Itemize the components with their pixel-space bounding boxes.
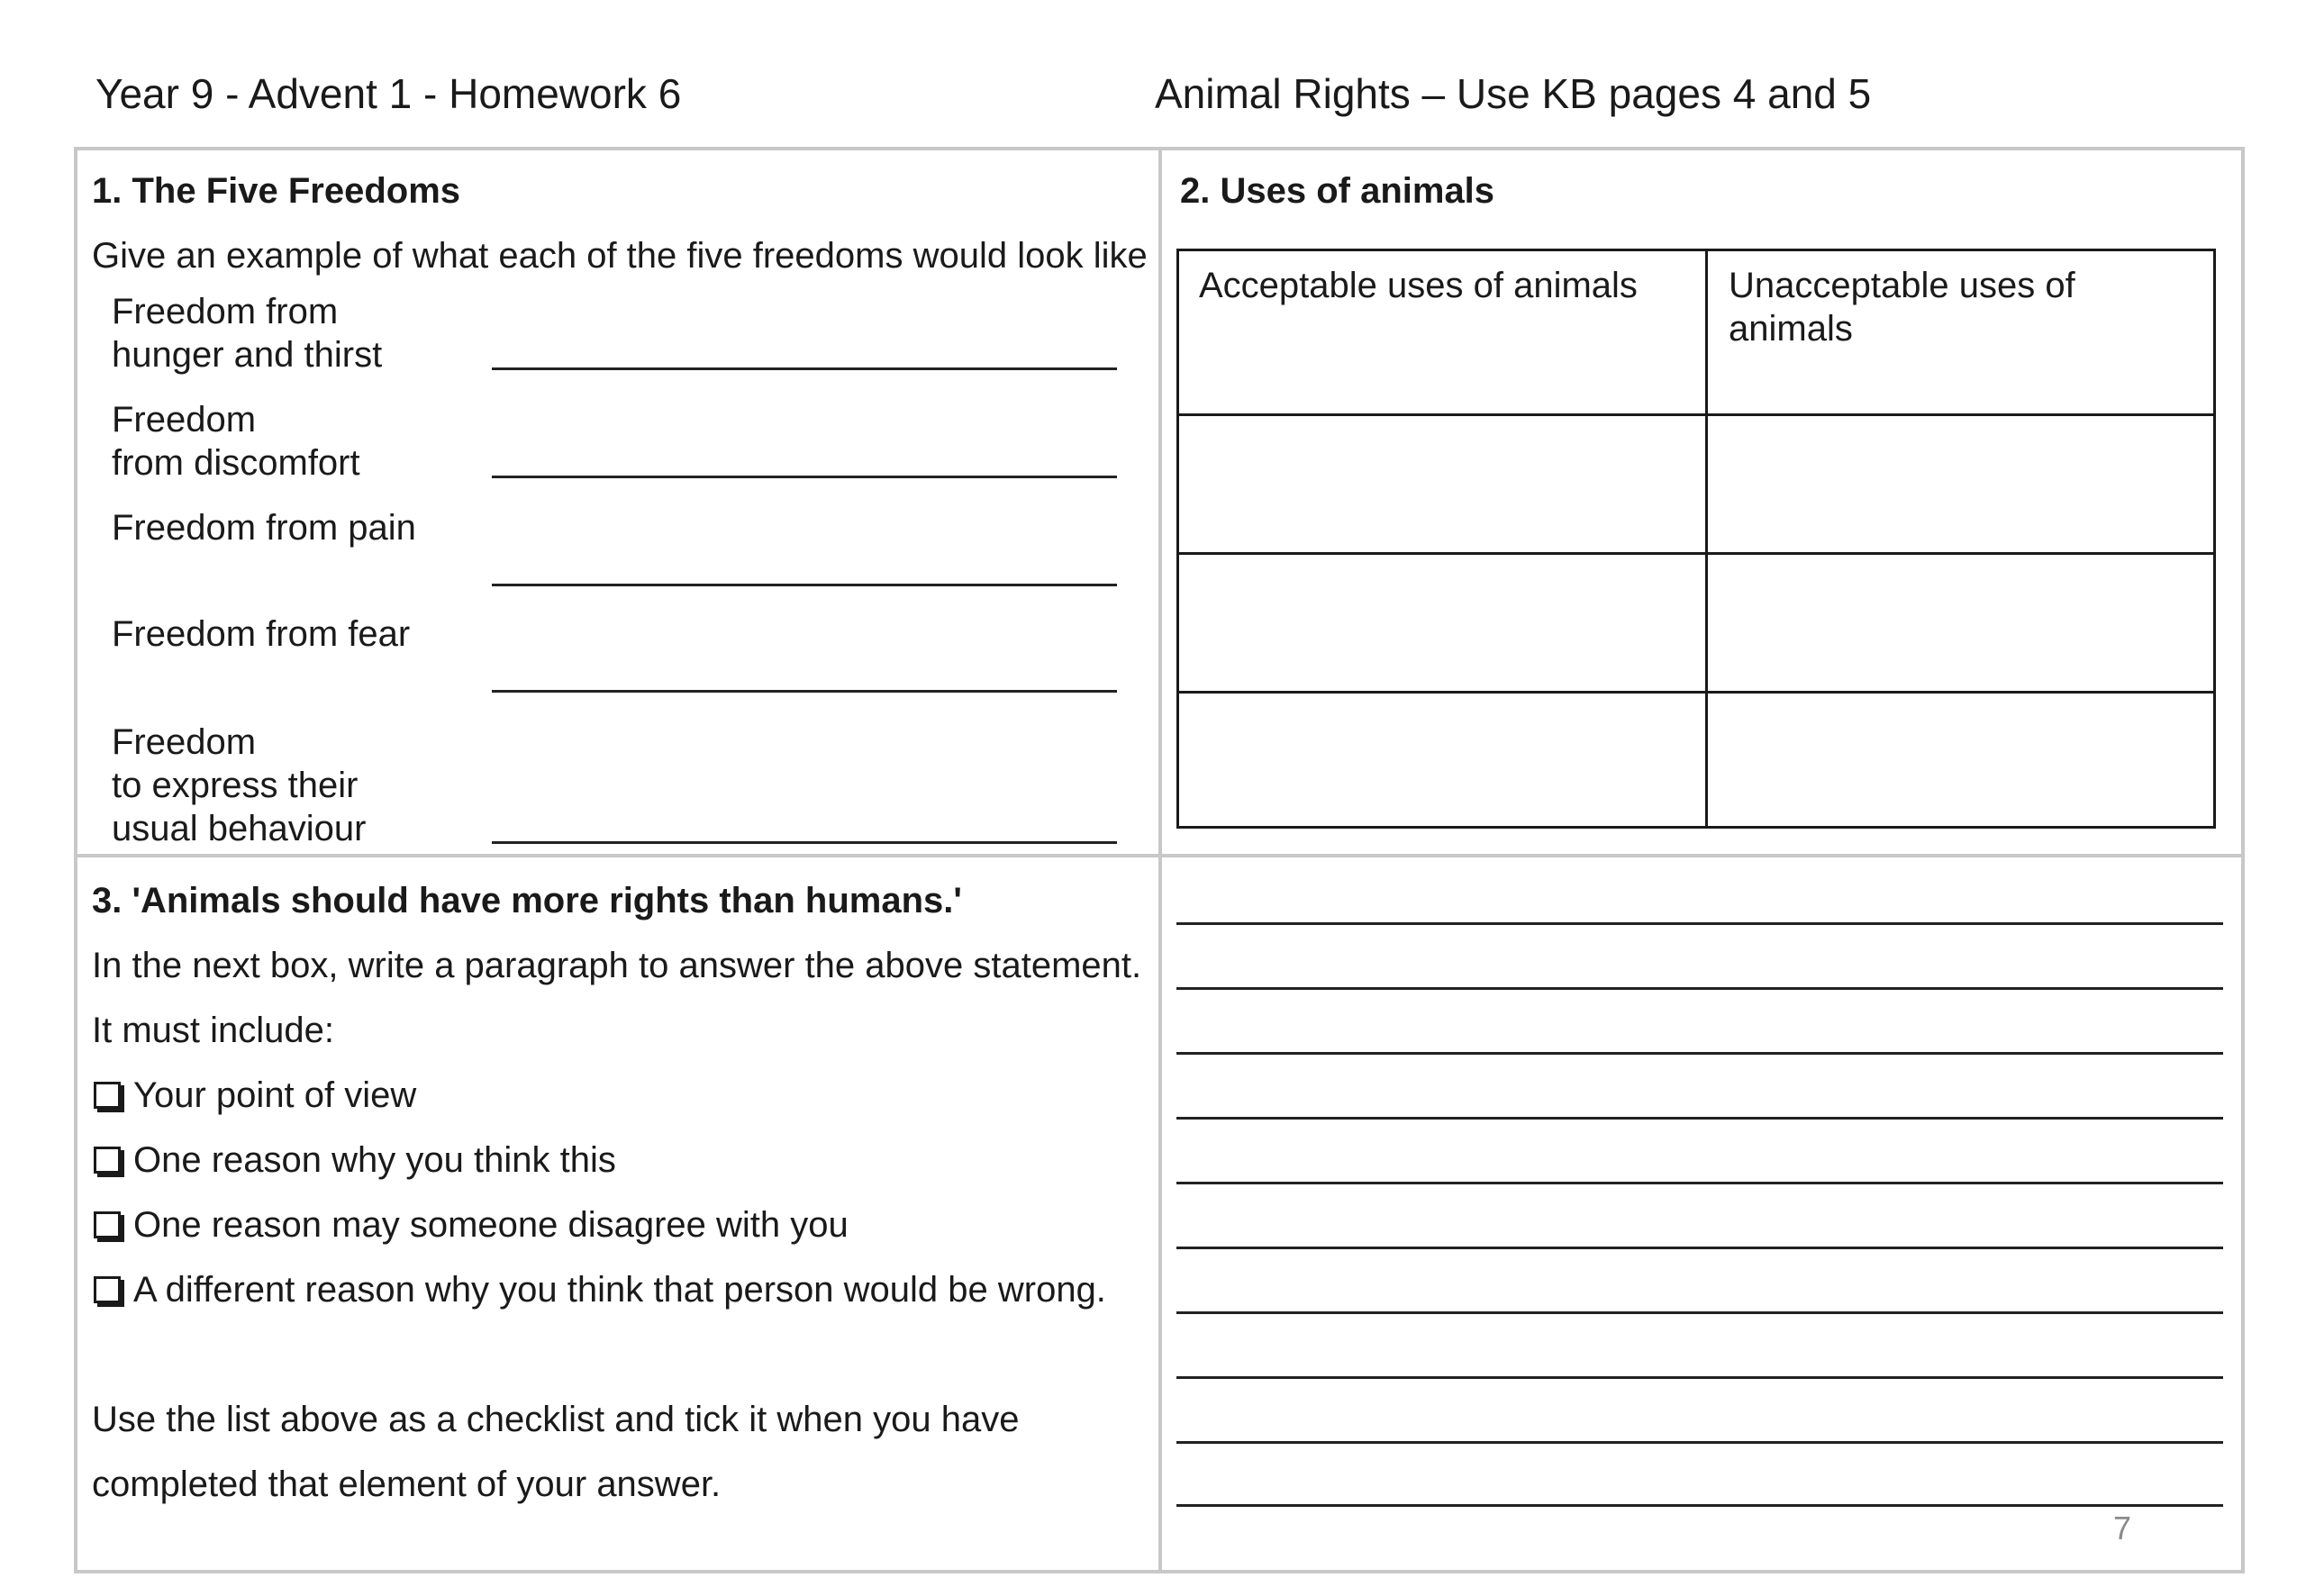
header-title: Year 9 - Advent 1 - Homework 6: [95, 70, 682, 117]
writing-line[interactable]: [1176, 1376, 2223, 1379]
freedom-label-line: Freedom: [112, 400, 257, 440]
section1-instruction: Give an example of what each of the five freedoms would look like: [92, 236, 1148, 276]
section2-title: 2. Uses of animals: [1180, 171, 1495, 211]
freedom-label-line: Freedom: [112, 722, 257, 762]
answer-line-discomfort[interactable]: [492, 476, 1117, 478]
writing-line[interactable]: [1176, 1182, 2223, 1184]
checklist-item[interactable]: [92, 1074, 416, 1117]
freedom-label-discomfort: [112, 398, 360, 485]
freedom-label-hunger: [112, 290, 382, 376]
checklist-item[interactable]: [92, 1268, 1106, 1311]
section3-footer-line2: completed that element of your answer.: [92, 1465, 722, 1504]
checkbox-icon[interactable]: [94, 1211, 121, 1238]
writing-line[interactable]: [1176, 1311, 2223, 1314]
answer-line-hunger[interactable]: [492, 367, 1117, 370]
vertical-divider: [1158, 147, 1162, 1573]
answer-line-fear[interactable]: [492, 690, 1117, 693]
checklist-item-label: Your point of view: [133, 1075, 417, 1115]
checklist-item[interactable]: [92, 1203, 849, 1247]
writing-line[interactable]: [1176, 987, 2223, 990]
checkbox-icon[interactable]: [94, 1082, 121, 1109]
page-number: 7: [2113, 1510, 2132, 1546]
freedom-label-line: Freedom from pain: [112, 508, 416, 548]
table-row-divider: [1179, 413, 2213, 416]
horizontal-divider: [74, 854, 2245, 857]
writing-line[interactable]: [1176, 1504, 2223, 1507]
section3-instruction: In the next box, write a paragraph to answer the above statement.: [92, 946, 1142, 985]
table-header-unacceptable: Unacceptable uses of animals: [1729, 266, 2075, 349]
freedom-label-line: hunger and thirst: [112, 335, 383, 375]
freedom-label-fear: [112, 612, 410, 656]
writing-line[interactable]: [1176, 922, 2223, 925]
writing-line[interactable]: [1176, 1052, 2223, 1055]
header-subtitle: Animal Rights – Use KB pages 4 and 5: [1155, 70, 1872, 117]
table-column-divider: [1705, 251, 1708, 826]
writing-line[interactable]: [1176, 1441, 2223, 1444]
section1-title: 1. The Five Freedoms: [92, 171, 461, 211]
section3-footer-line1: Use the list above as a checklist and tick it when you have: [92, 1400, 1020, 1439]
table-row-divider: [1179, 552, 2213, 555]
checklist-item-label: One reason why you think this: [133, 1140, 616, 1180]
uses-table: [1176, 249, 2216, 829]
answer-line-pain[interactable]: [492, 584, 1117, 586]
freedom-label-behaviour: [112, 721, 366, 850]
section3-must-include: It must include:: [92, 1011, 335, 1050]
writing-line[interactable]: [1176, 1247, 2223, 1249]
checklist-item-label: One reason may someone disagree with you: [133, 1205, 849, 1245]
section3-title: 3. 'Animals should have more rights than humans.': [92, 881, 962, 920]
writing-line[interactable]: [1176, 1117, 2223, 1120]
table-row-divider: [1179, 691, 2213, 694]
table-header-acceptable: Acceptable uses of animals: [1199, 266, 1638, 305]
checklist-item-label: A different reason why you think that person would be wrong.: [133, 1270, 1106, 1310]
answer-line-behaviour[interactable]: [492, 841, 1117, 844]
checklist-item[interactable]: [92, 1138, 616, 1182]
freedom-label-line: from discomfort: [112, 443, 360, 483]
checkbox-icon[interactable]: [94, 1147, 121, 1174]
checkbox-icon[interactable]: [94, 1276, 121, 1303]
freedom-label-line: Freedom from: [112, 292, 339, 331]
freedom-label-pain: [112, 506, 416, 549]
freedom-label-line: usual behaviour: [112, 809, 367, 848]
freedom-label-line: to express their: [112, 766, 359, 805]
freedom-label-line: Freedom from fear: [112, 614, 411, 654]
